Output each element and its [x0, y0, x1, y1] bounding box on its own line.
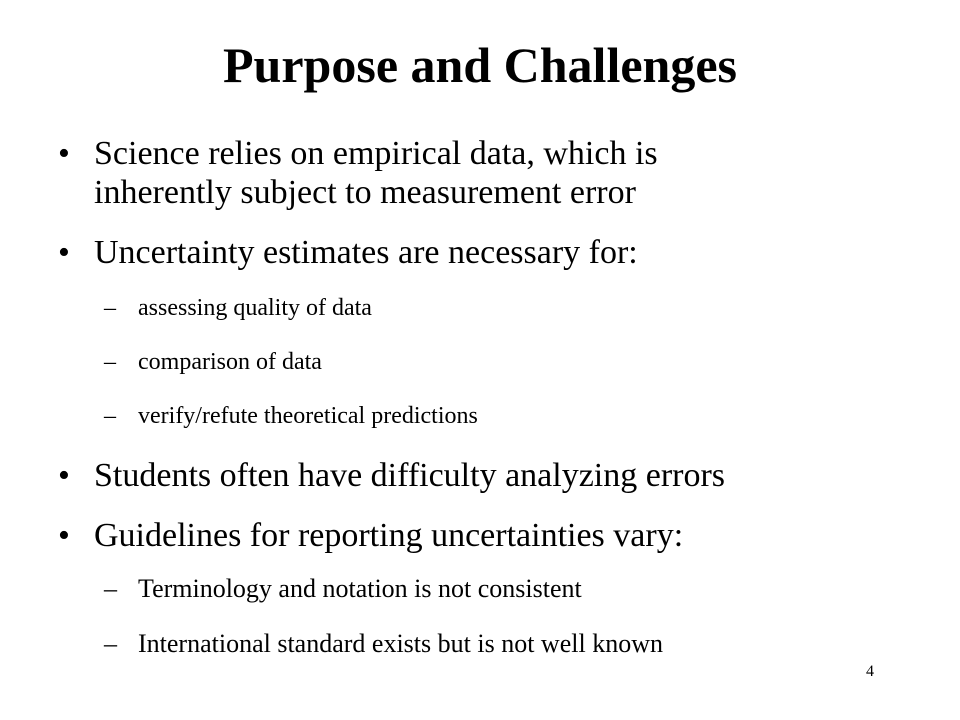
- sub-item-text: comparison of data: [138, 349, 322, 375]
- dash-marker: –: [104, 629, 117, 658]
- bullet-item-uncertainty-estimates: [58, 232, 914, 274]
- sub-item-verify-refute: [104, 400, 478, 432]
- dash-marker: –: [104, 295, 116, 321]
- sub-item-assessing-quality: [104, 292, 372, 324]
- bullet-text: Students often have difficulty analyzing errors: [94, 457, 726, 494]
- dash-marker: –: [104, 349, 116, 375]
- sub-item-international-standard: [104, 628, 663, 660]
- bullet-marker: •: [58, 234, 70, 271]
- bullet-marker: •: [58, 135, 70, 172]
- slide-title: Purpose and Challenges: [223, 37, 737, 93]
- bullet-text: Guidelines for reporting uncertainties vary:: [94, 517, 684, 554]
- bullet-item-guidelines: [58, 515, 914, 557]
- bullet-text: Uncertainty estimates are necessary for:: [94, 234, 638, 271]
- bullet-item-science-continued: [94, 172, 914, 214]
- sub-item-text: assessing quality of data: [138, 295, 372, 321]
- page-number: 4: [866, 663, 874, 680]
- bullet-marker: •: [58, 517, 70, 554]
- bullet-text: inherently subject to measurement error: [94, 174, 636, 211]
- bullet-marker: •: [58, 457, 70, 494]
- bullet-text: Science relies on empirical data, which is: [94, 135, 658, 172]
- sub-item-text: Terminology and notation is not consistent: [138, 574, 582, 603]
- dash-marker: –: [104, 574, 117, 603]
- bullet-item-students-difficulty: [58, 455, 914, 497]
- sub-item-text: verify/refute theoretical predictions: [138, 403, 478, 429]
- dash-marker: –: [104, 403, 116, 429]
- sub-item-text: International standard exists but is not well known: [138, 629, 663, 658]
- bullet-item-science: [58, 133, 914, 175]
- sub-item-terminology: [104, 573, 582, 605]
- sub-item-comparison: [104, 346, 322, 378]
